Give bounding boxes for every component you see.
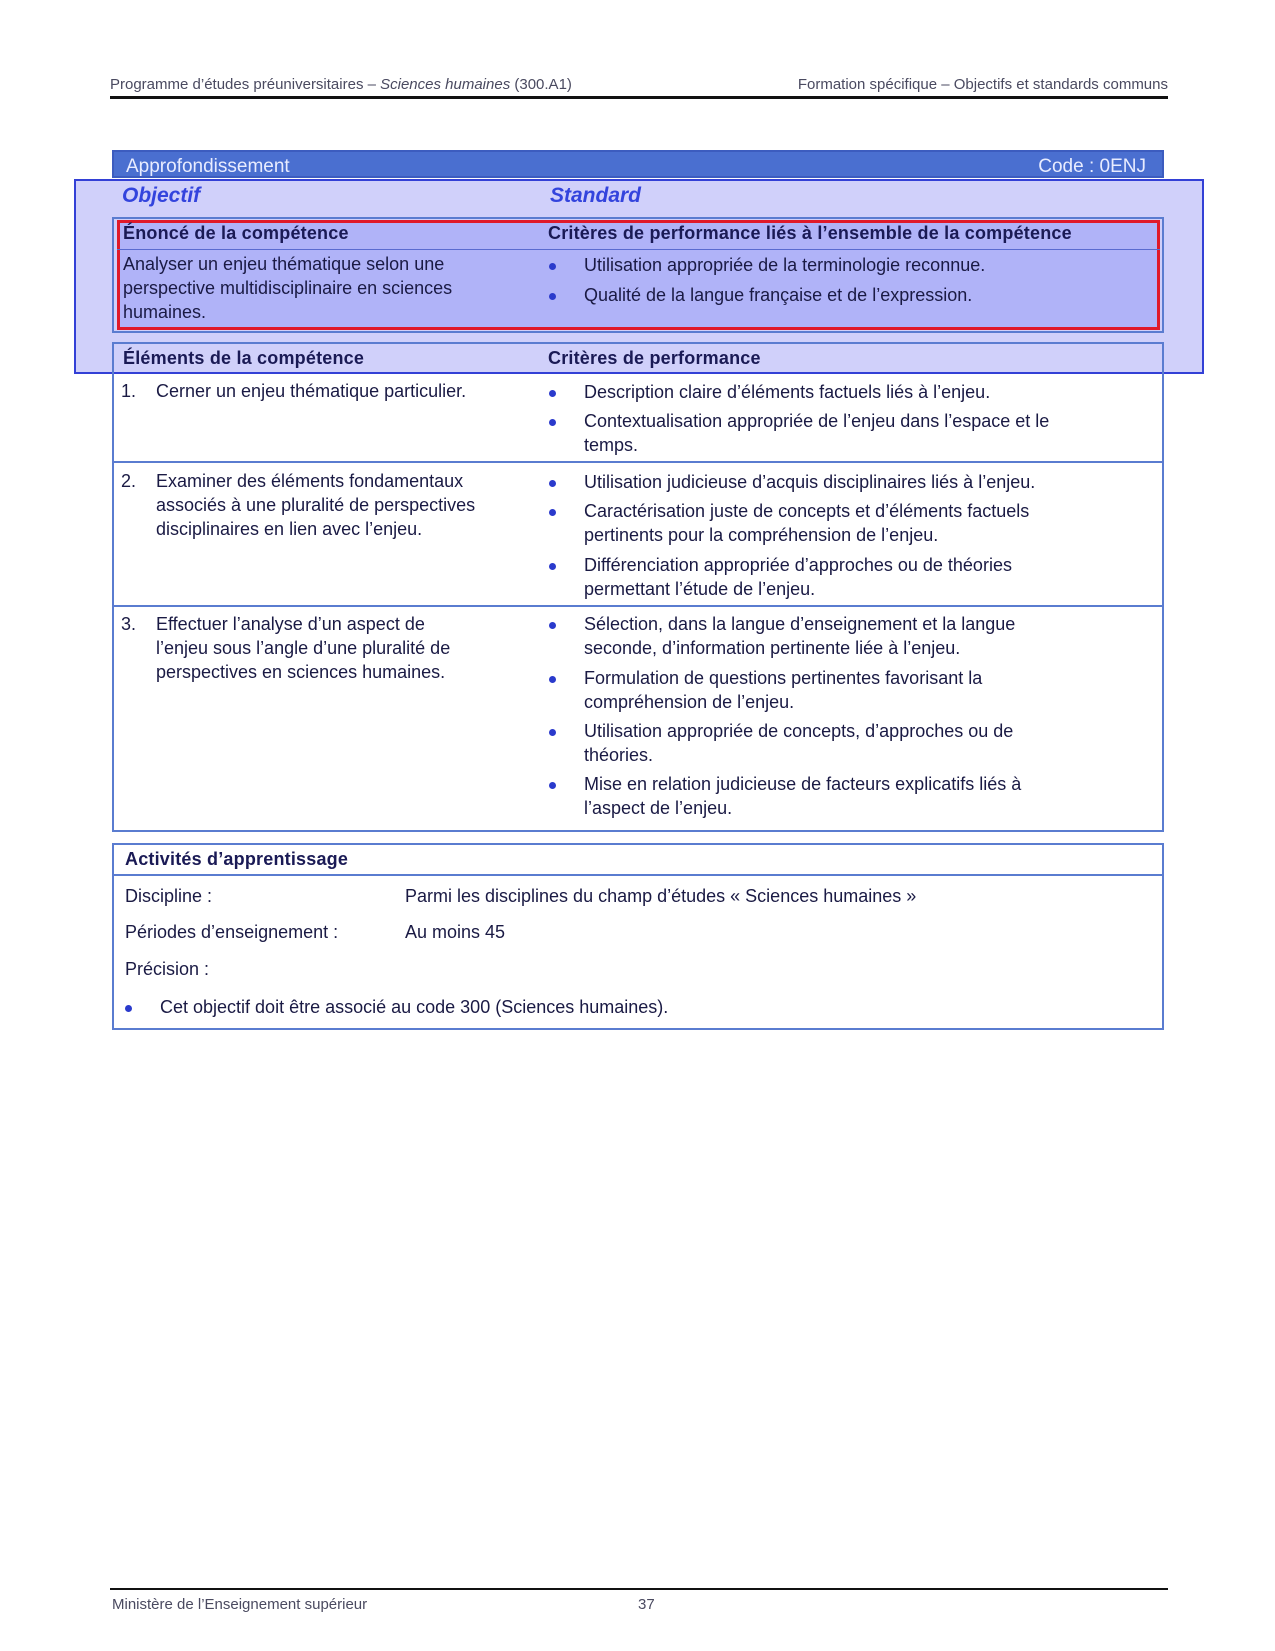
element-2-line-1: Examiner des éléments fondamentaux [156,471,464,491]
statement-line-1: Analyser un enjeu thématique selon une [123,254,445,274]
bullet-icon [125,1005,132,1012]
activities-head-rule [114,874,1162,876]
element-3-line-3: perspectives en sciences humaines. [156,662,446,682]
element-3-criterion-2-line-1: Formulation de questions pertinentes favorisant la [584,668,983,688]
element-2-criterion-3-line-2: permettant l’étude de l’enjeu. [584,579,816,599]
element-2-number: 2. [121,471,137,491]
periods-label: Périodes d’enseignement : [125,922,339,942]
bullet-icon [549,782,556,789]
header-section: Formation spécifique – Objectifs et standards communs [797,76,1168,93]
statement-head-left: Énoncé de la compétence [123,223,349,243]
element-2-criterion-2-line-1: Caractérisation juste de concepts et d’éléments factuels [584,501,1030,521]
bullet-icon [549,676,556,683]
objective-heading: Objectif [122,184,201,207]
element-2-line-3: disciplinaires en lien avec l’enjeu. [156,519,423,539]
element-2-criterion-3-line-1: Différenciation appropriée d’approches ou de théories [584,555,1012,575]
element-3-criterion-2-line-2: compréhension de l’enjeu. [584,692,795,712]
page-number: 37 [638,1596,655,1613]
element-3-line-1: Effectuer l’analyse d’un aspect de [156,614,425,634]
header-program-suffix: (300.A1) [510,76,572,93]
precision-item: Cet objectif doit être associé au code 300 (Sciences humaines). [160,997,669,1017]
statement-line-3: humaines. [123,302,207,322]
elements-head-right: Critères de performance [548,348,761,368]
element-3-criterion-3-line-1: Utilisation appropriée de concepts, d’approches ou de [584,721,1014,741]
competency-title: Approfondissement [126,156,290,177]
element-1-criterion-2-line-1: Contextualisation appropriée de l’enjeu dans l’espace et le [584,411,1050,431]
header-program-italic: Sciences humaines [380,76,511,93]
element-1-criterion-2-line-2: temps. [584,435,639,455]
standard-heading: Standard [550,184,642,207]
element-1-number: 1. [121,381,137,401]
competency-code: Code : 0ENJ [1038,156,1146,177]
element-3-number: 3. [121,614,137,634]
statement-criterion-2: Qualité de la langue française et de l’expression. [584,285,973,305]
bullet-icon [549,622,556,629]
header-program-prefix: Programme d’études préuniversitaires – [110,76,381,93]
bullet-icon [549,293,556,300]
element-2-criterion-1: Utilisation judicieuse d’acquis disciplinaires liés à l’enjeu. [584,472,1036,492]
element-3-criterion-4-line-1: Mise en relation judicieuse de facteurs explicatifs liés à [584,774,1022,794]
bullet-icon [549,263,556,270]
page-header [110,76,1168,98]
row-separator [114,605,1162,607]
statement-line-2: perspective multidisciplinaire en sciences [123,278,453,298]
footer-ministry: Ministère de l’Enseignement supérieur [112,1596,368,1613]
element-3-criterion-3-line-2: théories. [584,745,654,765]
statement-head-right: Critères de performance liés à l’ensemble de la compétence [548,223,1072,243]
activities-title: Activités d’apprentissage [125,849,349,869]
element-3-criterion-4-line-2: l’aspect de l’enjeu. [584,798,733,818]
element-3-line-2: l’enjeu sous l’angle d’une pluralité de [156,638,451,658]
statement-criterion-1: Utilisation appropriée de la terminologie reconnue. [584,255,986,275]
periods-value: Au moins 45 [405,922,506,942]
competency-bar [112,150,1164,178]
bullet-icon [549,563,556,570]
bullet-icon [549,729,556,736]
header-rule [110,96,1168,99]
element-3-criterion-1-line-2: seconde, d’information pertinente liée à l’enjeu. [584,638,961,658]
element-1-line-1: Cerner un enjeu thématique particulier. [156,381,467,401]
footer-rule [110,1588,1168,1590]
element-2-line-2: associés à une pluralité de perspectives [156,495,476,515]
statement-head-rule [117,249,1160,250]
bullet-icon [549,390,556,397]
element-2-criterion-2-line-2: pertinents pour la compréhension de l’enjeu. [584,525,939,545]
element-1-criterion-1: Description claire d’éléments factuels liés à l’enjeu. [584,382,991,402]
bullet-icon [549,480,556,487]
bullet-icon [549,509,556,516]
discipline-value: Parmi les disciplines du champ d’études « Sciences humaines » [405,886,917,906]
discipline-label: Discipline : [125,886,213,906]
bullet-icon [549,419,556,426]
row-separator [114,461,1162,463]
elements-head-left: Éléments de la compétence [123,348,365,368]
element-3-criterion-1-line-1: Sélection, dans la langue d’enseignement et la langue [584,614,1016,634]
precision-label: Précision : [125,959,210,979]
header-program [110,76,572,93]
